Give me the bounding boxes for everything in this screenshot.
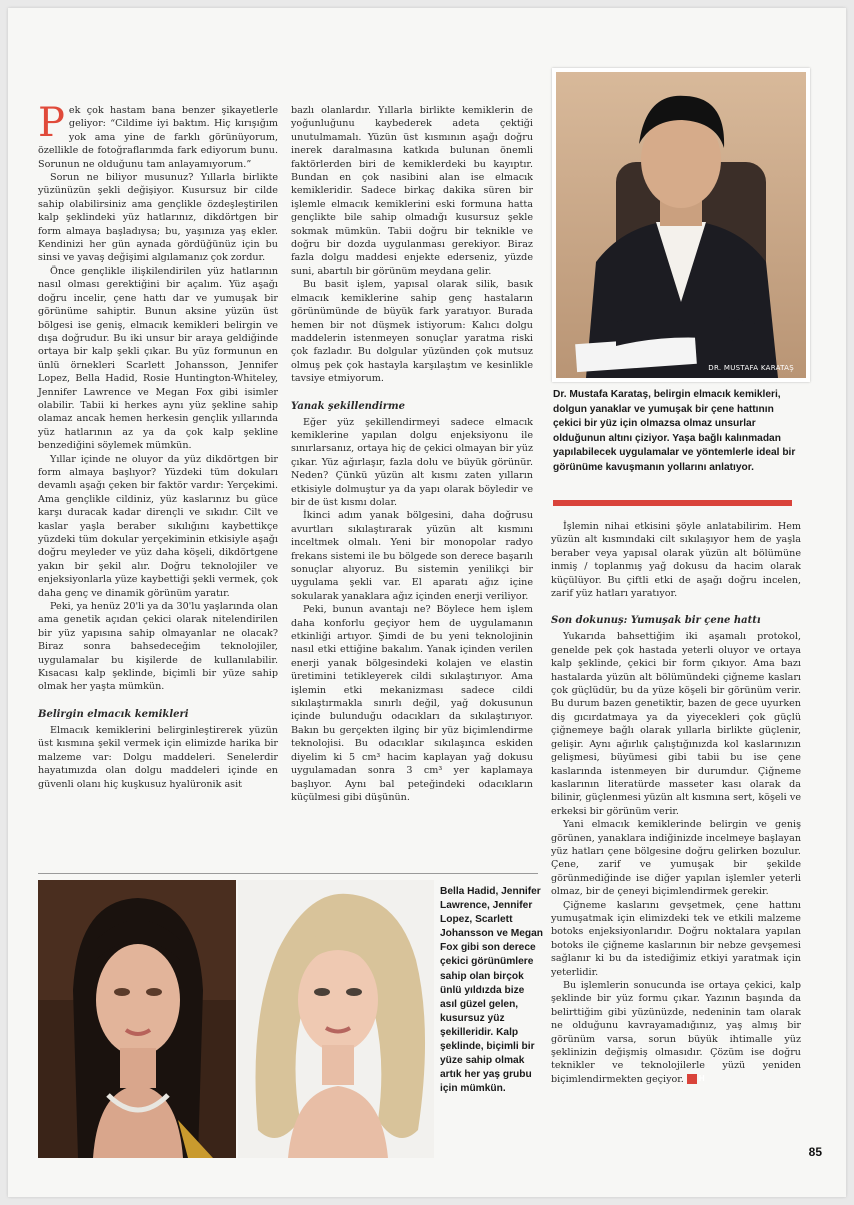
article-paragraph: Önce gençlikle ilişkilendirilen yüz hatlarının nasıl olması gerektiğini bir açalım. Yüz aşağı doğru incelir, çene hattı dar ve yumuşak bir görünüme sahiptir. Bunun aksine yüzün üst bölgesi ise geniş, elmacık kemikleri belirgin ve dışa doğrudur. Bu iki unsur bir araya geldiğinde ortaya bir kalp şekli çıkar. Bu yüz formunun en ünlü örnekleri Scarlett Johansson, Jennifer Lopez, Bella Hadid, Rosie Huntington-Whiteley, Jennifer Lawrence ve Megan Fox gibi isimler olabilir. Tabii ki herkes aynı yüz şekline sahip olamaz ancak hemen herkesin gençlik yıllarında yüz hatlarının az ya da çok kalp şekline benzediğini söylemek mümkün.: [38, 265, 278, 452]
doctor-portrait-image: [556, 72, 806, 378]
end-mark-icon: H: [687, 1074, 697, 1084]
drop-cap: P: [38, 100, 65, 146]
article-column-1: [38, 100, 278, 791]
article-paragraph: Yıllar içinde ne oluyor da yüz dikdörtgen bir form almaya başlıyor? Yüzdeki tüm dokuları devamlı aşağı çeken bir faktör vardır: Yerçekimi. Ama gençlikle cildiniz, yüz kaslarınız bu güce karşı duracak kadar dirençli ve sıkıdır. Cilt ve kaslar yaşla beraber sıkılığını kaybettikçe yüzdeki tüm dokular yerçekiminin etkisiyle aşağı doğru meyleder ve yüz daha köşeli, dikdörtgene yakın bir şekil alır. Doğru teknolojiler ve enjeksiyonlarla yüze kaybettiği şekli vermek, çok daha genç ve dinamik görünüm yaratır.: [38, 453, 278, 599]
article-paragraph: Pek çok hastam bana benzer şikayetlerle geliyor: “Cildime iyi baktım. Hiç kırışığım yok ama yine de farklı görünüyorum, özellikle de fotoğraflarımda fark ediyorum bunu. Sorunun ne olduğunu tam anlayamıyorum.”: [38, 100, 278, 170]
photo-credit: DR. MUSTAFA KARATAŞ: [708, 364, 794, 372]
article-paragraph: Bu işlemlerin sonucunda ise ortaya çekici, kalp şeklinde bir yüz formu çıkar. Yazının başında da belirttiğim gibi yüzünüzde, nedeninin tam olarak ne olduğunu kavrayamadığınız, yaş almış bir görünüm varsa, sorun büyük ihtimalle yüz şeklinizin değişmiş olmasıdır. Çözüm ise doğru teknikler ve teknolojilerle yüzü yeniden biçimlendirmekten geçiyor. H: [551, 980, 801, 1085]
article-paragraph: Yukarıda bahsettiğim iki aşamalı protokol, genelde pek çok hastada yeterli oluyor ve ortaya kalp şeklinde, çekici bir form çıkıyor. Ama bazı hastalarda yüzün alt bölümündeki çiğneme kasları çok güçlüdür, bu da yüze köşeli bir görünüm verir. Bu durum bazen genetiktir, bazen de gece uyurken diş gıcırdatmaya ya da yiyecekleri çok güçlü çiğnemeye bağlı olarak yıllarla birlikte güçlenir, gelişir. Aynı ağırlık çalıştığınızda kol kaslarınızın gelişmesi, büyümesi gibi tabii bu ise çene kaslarında istenmeyen bir durumdur. Çiğneme kaslarının literatürde masseter kası olarak da bilinir, güçlenmesi yüzün alt kısmına sert, köşeli ve erkeksi bir görünüm verir.: [551, 631, 801, 817]
article-paragraph: İşlemin nihai etkisini şöyle anlatabilirim. Hem yüzün alt kısmındaki cilt sıkılaşıyor hem de yaşla beraber veya yapısal olarak yüzün alt bölümüne inmiş / toplanmış yağ dokusu da hacim olarak küçülüyor. Bu çiftli etki de aşağı doğru incelen, zarif yüz hatları yaratıyor.: [551, 521, 801, 600]
celebrity-caption: Bella Hadid, Jennifer Lawrence, Jennifer Lopez, Scarlett Johansson ve Megan Fox gibi son derece çekici görünümlere sahip olan birçok ünlü yıldızda bize asıl güzel gelen, kusursuz yüz şekilleridir. Kalp şeklinde, biçimli bir yüze sahip olmak artık her yaş grubu için mümkün.: [440, 886, 544, 1095]
celebrity-photo-1: [38, 880, 236, 1158]
article-paragraph: Sorun ne biliyor musunuz? Yıllarla birlikte yüzünüzün şekli değişiyor. Kusursuz bir cilde sahip olabilirsiniz ama gençlikle özdeşleştirilen kalp şeklindeki yüz hatlarınız, dikdörtgen bir form almaya başladıysa; bu, yaşınıza yaş ekler. Kendinizi her gün aynada gördüğünüz için bu sinsi ve yavaş değişimi algılamanız çok zordur.: [38, 172, 278, 264]
article-paragraph: Peki, bunun avantajı ne? Böylece hem işlem daha konforlu geçiyor hem de uygulamanın etkinliği artıyor. Şimdi de bu yeni teknolojinin nasıl etki ettiğine bakalım. Yanak içinden verilen enerji yanak bölgesindeki kolajen ve elastin üretimini tetikleyerek cildi sıkılaştırıyor. Ama işlemin etki mekanizması sadece cildi sıkılaştırmakla sınırlı değil, yağ dokusunun içinde bulunduğu odacıkları da sıkılaştırıyor. Bakın bu gerçekten ilginç bir yüz biçimlendirme teknolojisi. Bu odacıklar sıkılaşınca eskiden diyelim ki 5 cm³ hacim kaplayan yağ dokusu uygulamadan sonra 3 cm³ yer kaplamaya başlıyor. Aynı bal peteğindeki odacıkların küçülmesi gibi düşünün.: [291, 604, 533, 803]
portrait-caption: Dr. Mustafa Karataş, belirgin elmacık kemikleri, dolgun yanaklar ve yumuşak bir çene hattının çekici bir yüz için olmazsa olmaz unsurlar olduğunun altını çiziyor. Yaşa bağlı kalınmadan yapılabilecek uygulamalar ve yöntemlerle ideal bir görünüme kavuşmanın yollarını anlatıyor.: [553, 389, 796, 473]
article-paragraph: Yani elmacık kemiklerinde belirgin ve geniş görünen, yanaklara indiğinizde incelmeye başlayan yüz hatları çene bölgesine doğru gelirken bozulur. Çene, zarif ve yumuşak bir şekilde görünmediğinde ise diğer yapılan işlemler yeterli olmaz, bir de çeneyi biçimlendirmek gerekir.: [551, 819, 801, 898]
article-paragraph: Bu basit işlem, yapısal olarak silik, basık elmacık kemiklerine sahip genç hastaların görünümünde de büyük fark yaratıyor. Burada hemen bir not düşmek istiyorum: Kalıcı dolgu maddelerin istenmeyen sonuçlar yaratma riski çok fazladır. Bu dolgular yüzünden çok mutsuz olmuş pek çok hastayla karşılaştım ve kesinlikle tavsiye etmiyorum.: [291, 279, 533, 385]
section-heading: Son dokunuş: Yumuşak bir çene hattı: [551, 615, 761, 627]
article-paragraph: Peki, ya henüz 20'li ya da 30'lu yaşlarında olan ama genetik açıdan çekici olarak nitelendirilen bir yüz yapısına sahip olmayanlar ne olacak? Biraz sonra bahsedeceğim teknolojiler, uygulamalar bu kişilerde de kullanılabilir. Kısacası kalp şeklinde, biçimli bir yüze sahip olmak her yaşta mümkün.: [38, 601, 278, 693]
celebrity-photo-2: [238, 880, 434, 1158]
magazine-page: [8, 8, 846, 1197]
accent-divider: [553, 500, 792, 506]
horizontal-rule: [38, 873, 538, 874]
article-column-2: [291, 104, 533, 804]
doctor-portrait-photo: [552, 68, 810, 382]
article-paragraph: Elmacık kemiklerini belirginleştirerek yüzün üst kısmına şekil vermek için elimizde harika bir malzeme var: Dolgu maddeleri. Senelerdir hayatımızda olan dolgu maddeleri içinde en güvenli olanı hiç kuşkusuz hyalüronik asit: [38, 724, 278, 790]
article-paragraph: bazlı olanlardır. Yıllarla birlikte kemiklerin de yoğunluğunu kaybederek adeta çektiği unutulmamalı. Yüzün üst kısmının aşağı doğru inerek daralmasına katkıda bulunan önemli faktörlerden biri de kemiklerdeki bu kayıptır. Bundan en çok nasibini alan ise elmacık kemikleridir. Sadece birkaç dakika süren bir işlemle elmacık kemiklerini eski formuna hatta gençlikte bile sahip olmadığı kusursuz şekle sokmak mümkün. Tabii doğru bir teknikle ve doğru bir dozda uygulanması gerekiyor. Biraz fazla dolgu maddesi enjekte ederseniz, yüzde suni, abartılı bir görünüm meydana gelir.: [291, 105, 533, 277]
article-column-3: [551, 520, 801, 1086]
celebrity-image-2: [238, 880, 434, 1158]
article-paragraph: Çiğneme kaslarını gevşetmek, çene hattını yumuşatmak için elimizdeki tek ve etkili malzeme botoks enjeksiyonlarıdır. Doğru noktalara yapılan botoks ile çiğneme kaslarının bir nebze gevşemesi sağlanır ki bu da istediğimiz etkiyi yaratmak için yeterlidir.: [551, 899, 801, 978]
page-number: 85: [808, 1145, 822, 1159]
celebrity-image-1: [38, 880, 236, 1158]
article-paragraph: İkinci adım yanak bölgesini, daha doğrusu avurtları sıkılaştırarak yüzün alt kısmını inceltmek olmalı. Yeni bir monopolar radyo frekans sistemi ile bu bölgede son derece başarılı sonuçlar alıyoruz. Bu sistemin yenilikçi bir uygulama şekli var. El aparatı ağız içine sokularak yanaklara ağız içinden enerji veriliyor.: [291, 510, 533, 602]
article-paragraph: Eğer yüz şekillendirmeyi sadece elmacık kemiklerine yapılan dolgu enjeksiyonu ile sınırlarsanız, ortaya hiç de çekici olmayan bir yüz çıkar. Yüz ağırlaşır, fazla dolu ve büyük görünür. Neden? Çünkü yüzün alt kısmı zaten yılların etkisiyle dolmuştur ya da yapı olarak böyledir ve bir de üst kısmı dolar.: [291, 416, 533, 508]
section-heading: Yanak şekillendirme: [291, 400, 405, 412]
section-heading: Belirgin elmacık kemikleri: [38, 708, 189, 720]
